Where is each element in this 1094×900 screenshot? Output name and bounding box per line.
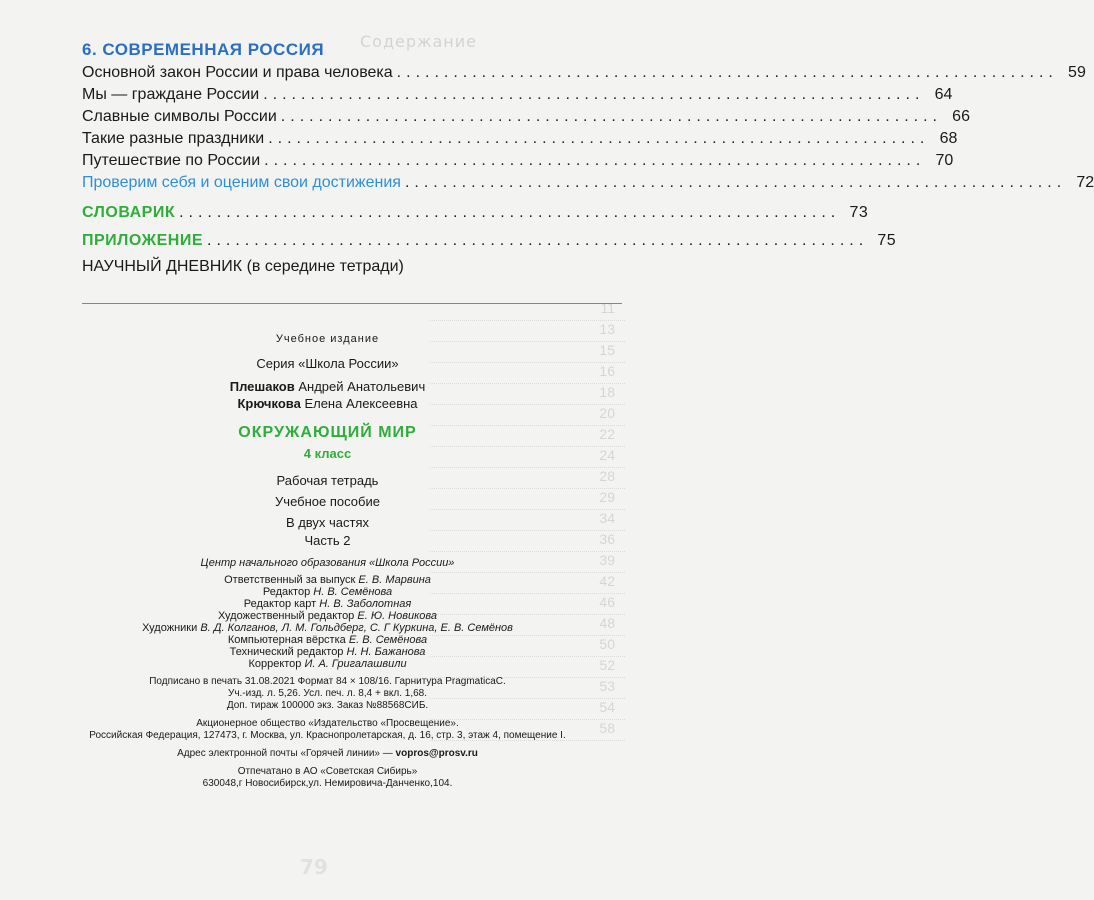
ghost-line-number: 54	[599, 699, 615, 715]
printed-by: Отпечатано в АО «Советская Сибирь»	[237, 766, 418, 777]
ghost-line-number: 22	[599, 426, 615, 442]
print-run: Доп. тираж 100000 экз. Заказ №88568СИБ.	[226, 700, 429, 711]
credit-role: Технический редактор	[229, 646, 344, 658]
toc-item-title: Такие разные праздники	[82, 130, 265, 147]
toc-item-title: СЛОВАРИК	[82, 204, 176, 221]
ghost-line-number: 39	[599, 552, 615, 568]
credit-line	[0, 622, 655, 634]
toc-item-page: 66	[952, 108, 970, 125]
ghost-line-number: 48	[599, 615, 615, 631]
section-title: 6. СОВРЕМЕННАЯ РОССИЯ	[82, 40, 325, 59]
toc-item-page: 75	[877, 232, 897, 249]
ghost-line-number: 36	[599, 531, 615, 547]
credit-name: Н. Н. Бажанова	[346, 646, 426, 658]
ghost-line-number: 28	[599, 468, 615, 484]
toc-item-page: 70	[935, 152, 954, 169]
toc-dots: ......................................................................	[268, 130, 930, 147]
credit-name: Н. В. Семёнова	[313, 586, 393, 598]
section-divider	[82, 303, 622, 304]
ghost-line-number: 53	[599, 678, 615, 694]
toc-dots: ......................................................................	[264, 152, 926, 169]
credit-role: Редактор карт	[243, 598, 317, 610]
credit-line	[0, 658, 655, 670]
center-name: Центр начального образования «Школа России»	[200, 557, 455, 569]
book-part: Часть 2	[304, 533, 351, 548]
toc-item-page: 68	[939, 130, 958, 147]
ghost-line-number: 18	[599, 384, 615, 400]
ghost-line-number: 46	[599, 594, 615, 610]
credit-role: Компьютерная вёрстка	[227, 634, 346, 646]
book-purpose: Учебное пособие	[275, 494, 380, 509]
book-title: ОКРУЖАЮЩИЙ МИР	[238, 424, 417, 441]
table-of-contents	[82, 40, 1094, 280]
toc-item-title: НАУЧНЫЙ ДНЕВНИК (в середине тетради)	[82, 258, 404, 275]
ghost-line-number: 20	[599, 405, 615, 421]
grade: 4 класс	[303, 446, 352, 461]
author-2-last: Крючкова	[237, 396, 301, 411]
ghost-page-number: 79	[300, 855, 328, 879]
toc-item[interactable]	[82, 108, 970, 130]
ghost-line-number: 11	[600, 300, 615, 316]
toc-item[interactable]	[82, 152, 954, 174]
toc-dots: ......................................................................	[280, 108, 942, 125]
ghost-line-number: 50	[599, 636, 615, 652]
print-sheets: Уч.-изд. л. 5,26. Усл. печ. л. 8,4 + вкл. 1,68.	[227, 688, 428, 699]
toc-item-page: 59	[1068, 64, 1086, 81]
toc-dots: ......................................................................	[396, 64, 1058, 81]
edition-type: Учебное издание	[275, 333, 380, 345]
credit-role: Ответственный за выпуск	[224, 574, 356, 586]
publisher-address: Российская Федерация, 127473, г. Москва, ул. Краснопролетарская, д. 16, стр. 3, этаж 4, помещение I.	[89, 730, 566, 741]
credit-line	[0, 574, 655, 586]
credit-line	[0, 646, 655, 658]
ghost-line-number: 42	[599, 573, 615, 589]
toc-item-title: ПРИЛОЖЕНИЕ	[82, 232, 203, 249]
toc-item[interactable]	[82, 86, 953, 108]
toc-dots: ......................................................................	[207, 232, 869, 249]
printer-address: 630048,г Новосибирск,ул. Немировича-Данченко,104.	[202, 778, 453, 789]
author-2-first: Елена Алексеевна	[304, 396, 418, 411]
credit-name: Н. В. Заболотная	[319, 598, 412, 610]
credit-name: Е. В. Семёнова	[348, 634, 428, 646]
toc-item-page: 72	[1076, 174, 1094, 191]
credit-line	[0, 598, 655, 610]
toc-item-dictionary[interactable]	[82, 204, 869, 228]
toc-item-title: Славные символы России	[82, 108, 277, 125]
ghost-line-number: 24	[599, 447, 615, 463]
toc-item-title: Мы — граждане России	[82, 86, 260, 103]
ghost-line-number: 29	[599, 489, 615, 505]
series: Серия «Школа России»	[256, 356, 399, 371]
toc-item[interactable]	[82, 64, 1086, 86]
credit-line	[0, 634, 655, 646]
ghost-line-number: 16	[599, 363, 615, 379]
credit-line	[0, 610, 655, 622]
toc-item-title: Основной закон России и права человека	[82, 64, 393, 81]
toc-item-diary[interactable]	[82, 258, 620, 280]
credit-role: Художественный редактор	[217, 610, 355, 622]
publisher-name: Акционерное общество «Издательство «Просвещение».	[196, 718, 459, 729]
toc-dots: ......................................................................	[263, 86, 925, 103]
credit-name: Е. Ю. Новикова	[357, 610, 438, 622]
credit-role: Редактор	[262, 586, 311, 598]
ghost-line-number: 52	[599, 657, 615, 673]
toc-item-appendix[interactable]	[82, 232, 897, 256]
ghost-line-number: 34	[599, 510, 615, 526]
ghost-contents-title: Содержание	[360, 32, 477, 51]
print-signed: Подписано в печать 31.08.2021 Формат 84 × 108/16. Гарнитура PragmaticaC.	[149, 676, 506, 687]
author-2	[0, 396, 655, 411]
credit-line	[0, 586, 655, 598]
hotline-label: Адрес электронной почты «Горячей линии» —	[177, 748, 393, 759]
toc-item-page: 64	[934, 86, 953, 103]
book-parts: В двух частях	[285, 515, 370, 530]
toc-item[interactable]	[82, 130, 958, 152]
toc-item-self-check[interactable]	[82, 174, 1094, 196]
ghost-line-number: 13	[599, 321, 615, 337]
ghost-line-number: 58	[599, 720, 615, 736]
author-1	[0, 379, 655, 394]
credit-role: Корректор	[248, 658, 302, 670]
ghost-line-number: 15	[599, 342, 615, 358]
hotline-email[interactable]: vopros@prosv.ru	[395, 748, 478, 759]
credit-role: Художники	[142, 622, 198, 634]
credit-name: И. А. Григалашвили	[304, 658, 407, 670]
author-1-first: Андрей Анатольевич	[298, 379, 426, 394]
author-1-last: Плешаков	[229, 379, 295, 394]
toc-item-title: Проверим себя и оценим свои достижения	[82, 174, 401, 191]
toc-item-page: 73	[849, 204, 869, 221]
toc-dots: ......................................................................	[404, 174, 1067, 191]
toc-dots: ......................................................................	[179, 204, 841, 221]
credit-name: В. Д. Колганов, Л. М. Гольдберг, С. Г Куркина, Е. В. Семёнов	[200, 622, 513, 634]
hotline	[0, 748, 655, 759]
credit-name: Е. В. Марвина	[358, 574, 431, 586]
book-kind: Рабочая тетрадь	[276, 473, 379, 488]
toc-item-title: Путешествие по России	[82, 152, 261, 169]
